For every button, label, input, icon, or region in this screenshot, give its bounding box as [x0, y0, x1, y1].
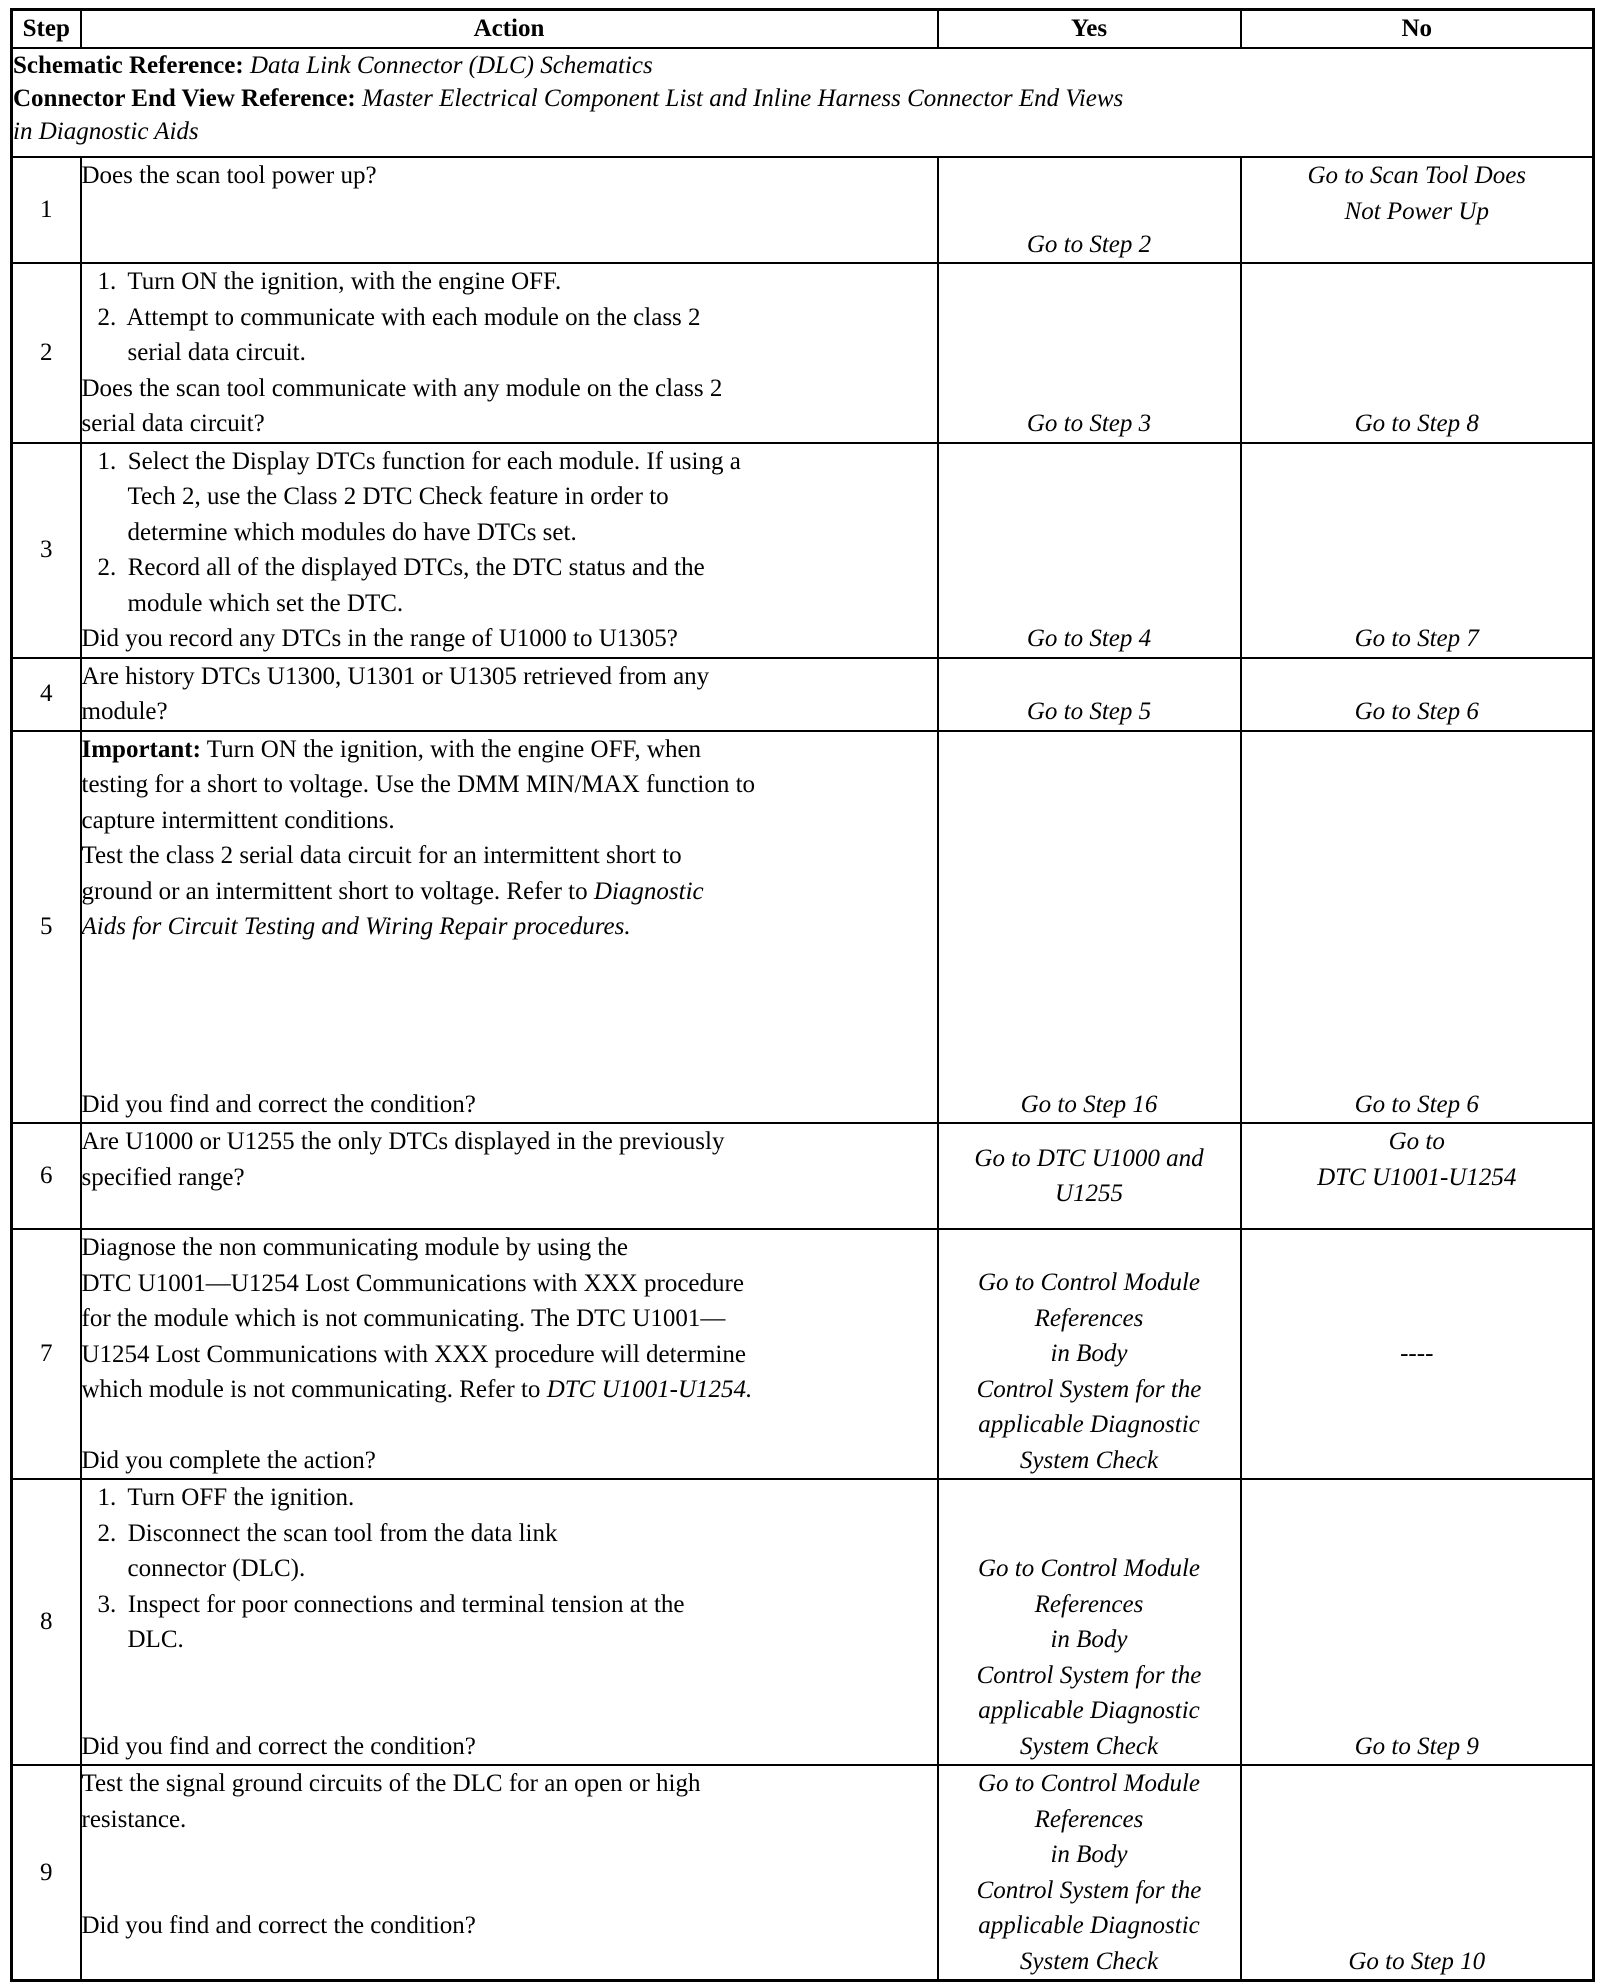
action-cell: Does the scan tool power up?	[81, 157, 938, 263]
list-item: 1. Select the Display DTCs function for each module. If using a Tech 2, use the Class 2 DTC Check feature in order to determine which modules do have DTCs set.	[97, 447, 741, 546]
yes-cell[interactable]: Go to Step 16	[938, 731, 1241, 1124]
list-item: 1. Turn OFF the ignition.	[97, 1484, 355, 1511]
yes-cell[interactable]: Go to Control Module References in Body Control System for the applicable Diagnostic System Check	[938, 1229, 1241, 1479]
no-cell[interactable]: Go to Step 9	[1241, 1479, 1594, 1765]
step-number: 6	[12, 1123, 81, 1229]
yes-cell[interactable]: Go to DTC U1000 and U1255	[938, 1123, 1241, 1229]
no-cell[interactable]: Go to Scan Tool Does Not Power Up	[1241, 157, 1594, 263]
connector-reference: Connector End View Reference: Master Electrical Component List and Inline Harness Connector End Views	[13, 85, 1124, 112]
list-item: 2. Attempt to communicate with each module on the class 2 serial data circuit.	[97, 303, 701, 366]
reference-cell	[12, 48, 1594, 157]
yes-cell[interactable]: Go to Control Module References in Body Control System for the applicable Diagnostic System Check	[938, 1479, 1241, 1765]
header-action: Action	[81, 10, 938, 49]
list-item: 3. Inspect for poor connections and terminal tension at the DLC.	[97, 1590, 685, 1653]
no-cell[interactable]: Go to Step 6	[1241, 731, 1594, 1124]
schematic-reference: Schematic Reference: Data Link Connector (DLC) Schematics	[13, 52, 653, 79]
action-cell: Are U1000 or U1255 the only DTCs displayed in the previously specified range?	[81, 1123, 938, 1229]
step-number: 9	[12, 1765, 81, 1981]
reference-row	[12, 48, 1594, 157]
dtc-link[interactable]: DTC U1001-U1254.	[546, 1376, 753, 1403]
yes-cell[interactable]: Go to Control Module References in Body Control System for the applicable Diagnostic System Check	[938, 1765, 1241, 1981]
table-row-step-4	[12, 658, 1594, 731]
table-row-step-7	[12, 1229, 1594, 1479]
step-number: 2	[12, 263, 81, 443]
header-no: No	[1241, 10, 1594, 49]
no-cell[interactable]: Go to Step 8	[1241, 263, 1594, 443]
action-cell: Important: Turn ON the ignition, with the engine OFF, when testing for a short to voltage. Use the DMM MIN/MAX function to capture intermittent conditions. Test the class 2 serial data circuit for an intermittent short to ground or an intermittent short to voltage. Refer to Diagnostic Aids for Circuit Testing and Wiring Repair procedures. Did you find and correct the condition?	[81, 731, 938, 1124]
action-cell: 1. Turn OFF the ignition. 2. Disconnect the scan tool from the data link connector (DLC). 3. Inspect for poor connections and terminal tension at the DLC. Did you find and correct the condition?	[81, 1479, 938, 1765]
header-step: Step	[12, 10, 81, 49]
table-row-step-9	[12, 1765, 1594, 1981]
action-cell: Are history DTCs U1300, U1301 or U1305 retrieved from any module?	[81, 658, 938, 731]
schematic-reference-link[interactable]: Data Link Connector (DLC) Schematics	[249, 52, 653, 79]
yes-cell[interactable]: Go to Step 2	[938, 157, 1241, 263]
header-row	[12, 10, 1594, 49]
no-cell[interactable]: Go to Step 7	[1241, 443, 1594, 658]
table-row-step-1	[12, 157, 1594, 263]
diagnostic-aids-link-cont[interactable]: Aids for Circuit Testing and Wiring Repair procedures.	[81, 913, 631, 940]
table-row-step-2	[12, 263, 1594, 443]
step-number: 4	[12, 658, 81, 731]
header-yes: Yes	[938, 10, 1241, 49]
list-item: 1. Turn ON the ignition, with the engine OFF.	[97, 268, 562, 295]
action-cell: 1. Turn ON the ignition, with the engine OFF. 2. Attempt to communicate with each module on the class 2 serial data circuit. Does the scan tool communicate with any module on the class 2 serial data circuit?	[81, 263, 938, 443]
step-number: 7	[12, 1229, 81, 1479]
no-cell[interactable]: Go to DTC U1001-U1254	[1241, 1123, 1594, 1229]
no-cell: ----	[1241, 1229, 1594, 1479]
step-number: 5	[12, 731, 81, 1124]
action-cell: Test the signal ground circuits of the DLC for an open or high resistance. Did you find and correct the condition?	[81, 1765, 938, 1981]
no-cell[interactable]: Go to Step 6	[1241, 658, 1594, 731]
list-item: 2. Record all of the displayed DTCs, the DTC status and the module which set the DTC.	[97, 554, 705, 617]
list-item: 2. Disconnect the scan tool from the data link connector (DLC).	[97, 1519, 558, 1582]
action-cell: 1. Select the Display DTCs function for each module. If using a Tech 2, use the Class 2 DTC Check feature in order to determine which modules do have DTCs set. 2. Record all of the displayed DTCs, the DTC status and the module which set the DTC. Did you record any DTCs in the range of U1000 to U1305?	[81, 443, 938, 658]
connector-reference-link[interactable]: Master Electrical Component List and Inline Harness Connector End Views	[362, 85, 1124, 112]
action-cell: Diagnose the non communicating module by using the DTC U1001—U1254 Lost Communications with XXX procedure for the module which is not communicating. The DTC U1001— U1254 Lost Communications with XXX procedure will determine which module is not communicating. Refer to DTC U1001-U1254. Did you complete the action?	[81, 1229, 938, 1479]
diagnostic-table	[10, 8, 1595, 1982]
step-number: 3	[12, 443, 81, 658]
important-label: Important:	[81, 735, 201, 763]
connector-reference-cont: in Diagnostic Aids	[13, 118, 199, 145]
yes-cell[interactable]: Go to Step 4	[938, 443, 1241, 658]
table-row-step-6	[12, 1123, 1594, 1229]
table-row-step-8	[12, 1479, 1594, 1765]
yes-cell[interactable]: Go to Step 3	[938, 263, 1241, 443]
diagnostic-aids-link[interactable]: Diagnostic	[593, 877, 704, 905]
table-row-step-3	[12, 443, 1594, 658]
no-cell[interactable]: Go to Step 10	[1241, 1765, 1594, 1981]
yes-cell[interactable]: Go to Step 5	[938, 658, 1241, 731]
step-number: 8	[12, 1479, 81, 1765]
table-row-step-5	[12, 731, 1594, 1124]
step-number: 1	[12, 157, 81, 263]
